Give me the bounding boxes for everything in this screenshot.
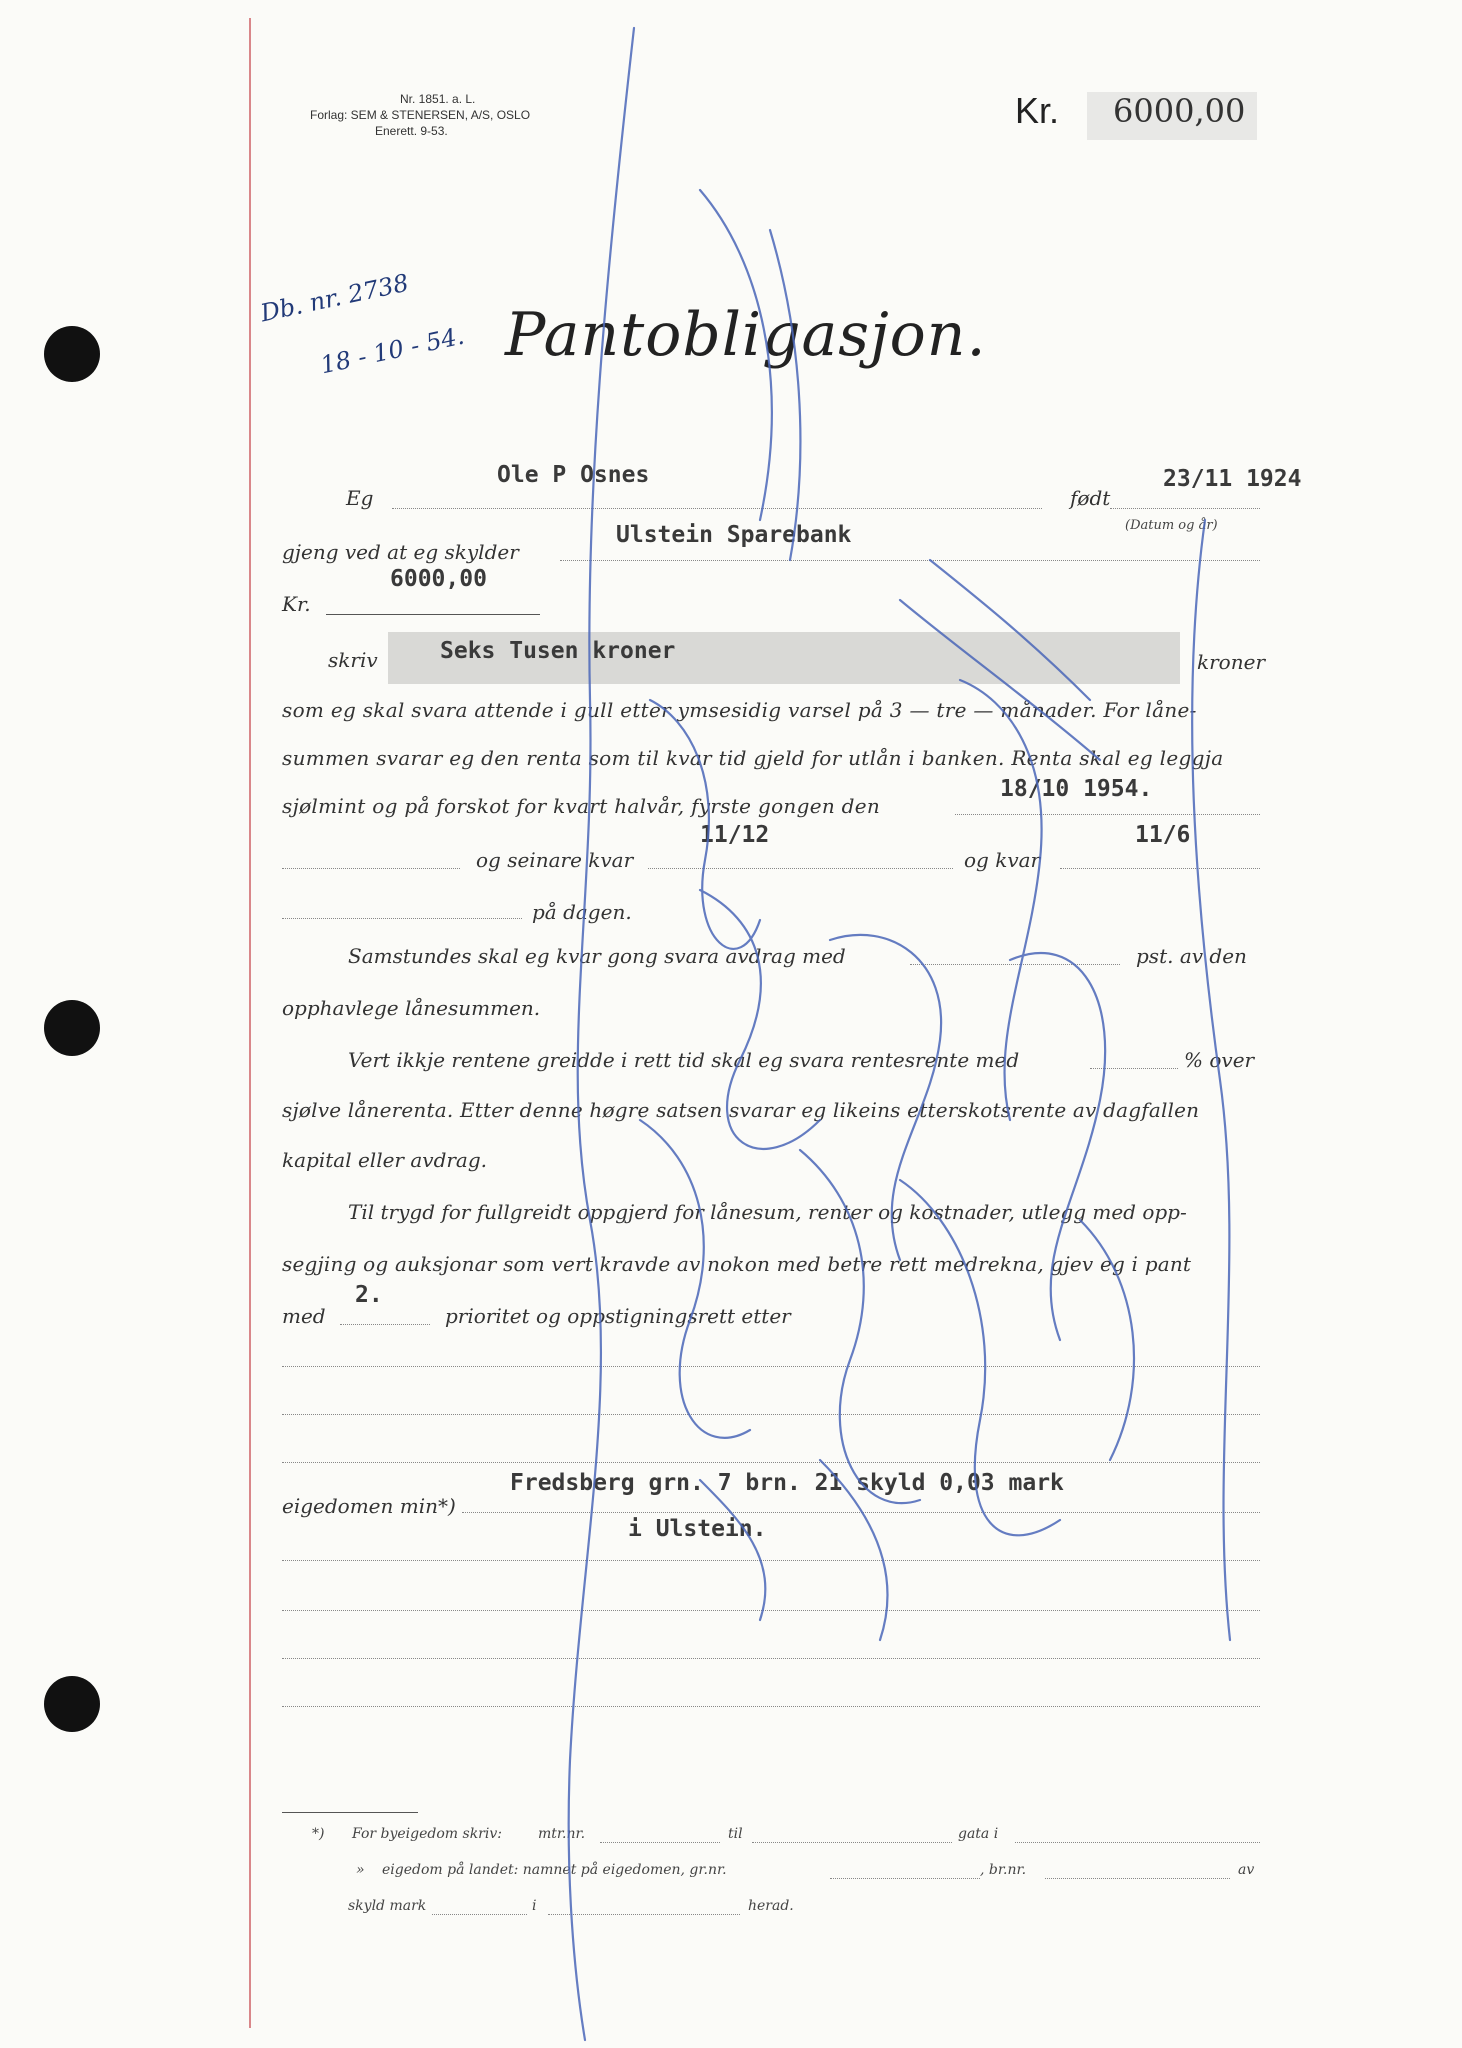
datum-hint: (Datum og år) [1125,518,1218,533]
publisher: Forlag: SEM & STENERSEN, A/S, OSLO [310,108,531,122]
footnote-text: mtr.nr. [538,1826,586,1842]
paragraph-line: kapital eller avdrag. [282,1148,488,1172]
footnote-text: herad. [748,1898,794,1914]
form-number: Nr. 1851. a. L. [400,92,476,106]
priority-value: 2. [355,1282,383,1308]
footnote-text: i [532,1898,537,1914]
amount-box: 6000,00 [1087,92,1257,140]
footnote-text: » [356,1862,365,1878]
paragraph-line: Samstundes skal eg kvar gong svara avdrag med [348,944,846,968]
paragraph-line: segjing og auksjonar som vert kravde av nokon med betre rett medrekna, gjev eg i pant [282,1252,1192,1276]
footnote-text: til [728,1826,743,1842]
footnote-text: gata i [958,1826,999,1842]
paragraph-line: opphavlege lånesummen. [282,996,541,1020]
copyright: Enerett. 9-53. [375,124,448,138]
paragraph-line: Vert ikkje rentene greidde i rett tid skal eg svara rentesrente med [348,1048,1020,1072]
birth-date: 23/11 1924 [1163,466,1302,492]
eigedomen-label: eigedomen min*) [282,1494,456,1518]
fodt-label: født [1070,486,1111,510]
eg-label: Eg [346,486,374,510]
pa-dagen: på dagen. [532,900,632,924]
date-b: 11/6 [1135,822,1191,848]
paragraph-line: sjølve lånerenta. Etter denne høgre satsen svarar eg likeins etterskotsrente av dagfallen [282,1098,1200,1122]
pct-over: % over [1184,1048,1255,1072]
footnote-text: av [1238,1862,1255,1878]
amount-words: Seks Tusen kroner [440,638,676,664]
handwritten-ref: Db. nr. 2738 [258,268,412,328]
seinare-label: og seinare kvar [476,848,634,872]
med-label: med [282,1304,326,1328]
kr-label: Kr. [282,592,311,616]
kvar-label: og kvar [964,848,1041,872]
paragraph-line: Til trygd for fullgreidt oppgjerd for lånesum, renter og kostnader, utlegg med opp- [348,1200,1187,1224]
footnote-text: For byeigedom skriv: [352,1826,502,1842]
amount-label: Kr. [1015,90,1060,131]
footnote-text: skyld mark [348,1898,427,1914]
paragraph-line: summen svarar eg den renta som til kvar tid gjeld for utlån i banken. Renta skal eg leggja [282,746,1224,770]
document-title: Pantobligasjon. [505,300,987,370]
skylder-label: gjeng ved at eg skylder [282,540,519,564]
footnote-text: , br.nr. [980,1862,1027,1878]
debtor-name: Ole P Osnes [497,462,650,488]
property-line-1: Fredsberg grn. 7 brn. 21 skyld 0,03 mark [510,1470,1064,1496]
property-line-2: i Ulstein. [628,1516,767,1542]
skriv-label: skriv [328,648,378,672]
paragraph-line: sjølmint og på forskot for kvart halvår, fyrste gongen den [282,794,881,818]
paragraph-line: som eg skal svara attende i gull etter ymsesidig varsel på 3 — tre — månader. For låne- [282,698,1197,722]
creditor-name: Ulstein Sparebank [616,522,852,548]
footnote-text: eigedom på landet: namnet på eigedomen, gr.nr. [382,1862,727,1878]
pst-label: pst. av den [1136,944,1247,968]
paragraph-line: prioritet og oppstigningsrett etter [445,1304,791,1328]
date-a: 11/12 [700,822,770,848]
footnote-star: *) [312,1826,325,1842]
first-date: 18/10 1954. [1000,776,1153,802]
kroner-label: kroner [1197,650,1265,674]
handwritten-date: 18 - 10 - 54. [318,321,467,380]
amount-value: 6000,00 [390,566,487,592]
